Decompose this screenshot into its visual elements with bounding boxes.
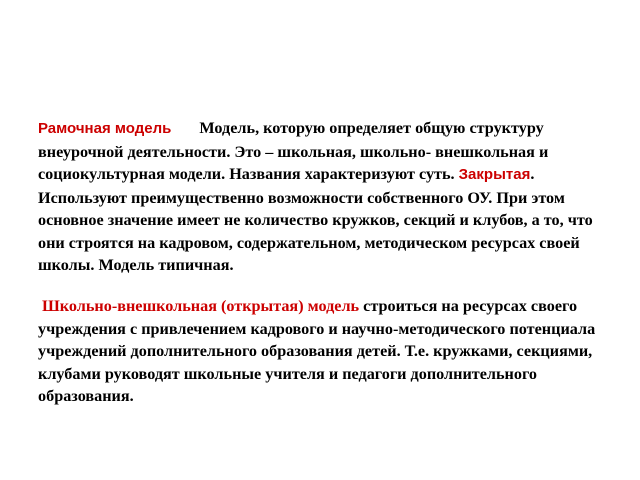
- term-open-model: Школьно-внешкольная (открытая) модель: [42, 297, 360, 315]
- open-model-description: строиться на ресурсах своего учреждения с привлечением кадрового и научно-методического потенциала учреждений дополнительного образования детей. Т.е. кружками, секциями, клубами руководят школьные учителя и педагоги дополнительного образования.: [38, 297, 596, 405]
- framework-model-description-continued: . Используют преимущественно возможности собственного ОУ. При этом основное значение имеет не количество кружков, секций и клубов, а то, что они строятся на кадровом, содержательном, методическом ресурсах своей школы. Модель типичная.: [38, 165, 593, 274]
- framework-model-description: Модель, которую определяет общую структуру внеурочной деятельности. Это – школьная, школьно- внешкольная и социокультурная модели. Названия характеризуют суть.: [38, 119, 549, 183]
- paragraph-open-model: [38, 295, 618, 408]
- term-closed: Закрытая: [458, 166, 531, 183]
- paragraph-framework-model: [38, 117, 618, 277]
- term-framework-model: Рамочная модель: [38, 120, 172, 137]
